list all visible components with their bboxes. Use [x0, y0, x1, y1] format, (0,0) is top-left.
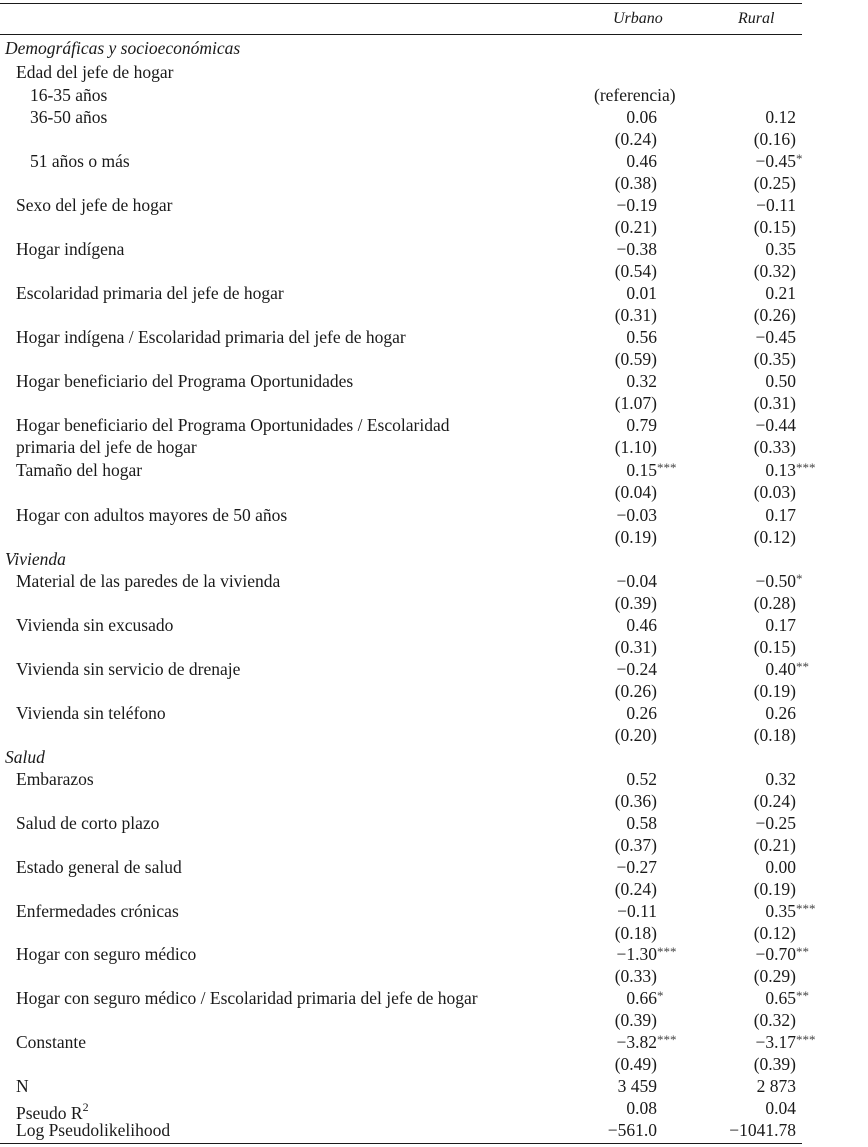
table-row	[0, 326, 802, 348]
table-row	[0, 370, 802, 392]
urbano-se: (0.39)	[614, 593, 657, 613]
urbano-coef: 0.66*	[626, 988, 664, 1008]
table-row-se	[0, 1053, 802, 1075]
top-rule	[0, 3, 802, 4]
table-row	[0, 570, 802, 592]
rural-se: (0.33)	[753, 437, 796, 457]
table-row-se	[0, 436, 802, 458]
table-row-se	[0, 392, 802, 414]
rural-se: (0.28)	[753, 593, 796, 613]
reference-note: (referencia)	[594, 85, 676, 105]
rural-se: (0.32)	[753, 1010, 796, 1030]
rural-coef: 0.13***	[765, 460, 816, 480]
rural-se: (0.15)	[753, 637, 796, 657]
rural-coef: 0.17	[765, 615, 796, 635]
table-row	[0, 504, 802, 526]
table-row	[0, 658, 809, 680]
table-row	[0, 768, 802, 790]
table-row-se	[0, 878, 802, 900]
table-row	[0, 459, 816, 481]
urbano-se: (0.21)	[614, 217, 657, 237]
table-row	[0, 414, 802, 436]
section-label: Demográficas y socioeconómicas	[5, 38, 241, 58]
rural-coef: 0.50	[765, 371, 796, 391]
urbano-coef: 0.15***	[626, 460, 677, 480]
table-row	[0, 194, 802, 216]
column-header-urbano: Urbano	[613, 10, 663, 27]
row-label: Hogar con adultos mayores de 50 años	[16, 505, 288, 525]
urbano-se: (0.24)	[614, 129, 657, 149]
urbano-coef: −0.27	[616, 857, 657, 877]
urbano-se: (0.04)	[614, 482, 657, 502]
table-row-se	[0, 526, 802, 548]
header-rule	[0, 34, 802, 35]
section-row	[0, 37, 802, 59]
table-row	[0, 943, 809, 965]
row-label: Hogar con seguro médico / Escolaridad primaria del jefe de hogar	[16, 988, 478, 1008]
urbano-coef: 0.32	[626, 371, 657, 391]
row-label: 36-50 años	[30, 107, 108, 127]
table-row	[0, 702, 802, 724]
table-row	[0, 987, 809, 1009]
rural-se: (0.19)	[753, 681, 796, 701]
rural-coef: −0.45	[755, 327, 796, 347]
urbano-coef: −3.82***	[616, 1032, 677, 1052]
table-row-se	[0, 790, 802, 812]
urbano-se: (0.31)	[614, 637, 657, 657]
section-row	[0, 746, 802, 768]
table-row	[0, 614, 802, 636]
table-header	[0, 8, 802, 30]
rural-coef: 0.35	[765, 239, 796, 259]
rural-se: (0.31)	[753, 393, 796, 413]
urbano-coef: 0.46	[626, 151, 657, 171]
column-header-rural: Rural	[738, 10, 775, 27]
table-row	[0, 238, 802, 260]
rural-se: (0.32)	[753, 261, 796, 281]
rural-coef: −0.70**	[755, 944, 809, 964]
rural-coef: 0.40**	[765, 659, 809, 679]
urbano-stat: 3 459	[617, 1076, 657, 1096]
row-label: Hogar beneficiario del Programa Oportunidades	[16, 371, 354, 391]
row-label: Vivienda sin servicio de drenaje	[16, 659, 241, 679]
urbano-coef: 0.52	[626, 769, 657, 789]
rural-se: (0.12)	[753, 923, 796, 943]
table-row	[0, 812, 802, 834]
rural-coef: 0.35***	[765, 901, 816, 921]
row-label: Vivienda sin excusado	[16, 615, 174, 635]
row-label: Hogar indígena	[16, 239, 125, 259]
table-row-se	[0, 965, 802, 987]
table-row-se	[0, 592, 802, 614]
table-row	[0, 106, 802, 128]
urbano-stat: −561.0	[607, 1120, 657, 1140]
section-row	[0, 548, 802, 570]
row-label-continued: primaria del jefe de hogar	[16, 437, 197, 457]
rural-coef: 0.00	[765, 857, 796, 877]
urbano-coef: −0.04	[616, 571, 657, 591]
row-label: Tamaño del hogar	[16, 460, 143, 480]
rural-se: (0.18)	[753, 725, 796, 745]
rural-coef: −0.11	[756, 195, 796, 215]
urbano-se: (0.49)	[614, 1054, 657, 1074]
rural-coef: 0.12	[765, 107, 796, 127]
row-label: Log Pseudolikelihood	[16, 1120, 171, 1140]
row-label: Material de las paredes de la vivienda	[16, 571, 281, 591]
rural-se: (0.25)	[753, 173, 796, 193]
urbano-coef: 0.01	[626, 283, 657, 303]
rural-stat: 0.04	[765, 1098, 796, 1118]
rural-se: (0.15)	[753, 217, 796, 237]
table-row-se	[0, 1009, 802, 1031]
row-label: Hogar indígena / Escolaridad primaria del jefe de hogar	[16, 327, 406, 347]
row-label: Hogar beneficiario del Programa Oportunidades / Escolaridad	[16, 415, 450, 435]
rural-coef: −0.44	[755, 415, 796, 435]
row-label: Vivienda sin teléfono	[16, 703, 166, 723]
row-label: Constante	[16, 1032, 86, 1052]
urbano-se: (0.38)	[614, 173, 657, 193]
table-row	[0, 1031, 816, 1053]
section-label: Salud	[5, 747, 45, 767]
urbano-coef: −1.30***	[616, 944, 677, 964]
table-row	[0, 61, 802, 83]
rural-se: (0.26)	[753, 305, 796, 325]
rural-coef: −0.45*	[755, 151, 803, 171]
urbano-se: (0.19)	[614, 527, 657, 547]
row-label: 16-35 años	[30, 85, 108, 105]
urbano-se: (0.33)	[614, 966, 657, 986]
rural-coef: 0.65**	[765, 988, 809, 1008]
urbano-coef: 0.46	[626, 615, 657, 635]
urbano-coef: 0.06	[626, 107, 657, 127]
urbano-se: (0.54)	[614, 261, 657, 281]
row-label: Estado general de salud	[16, 857, 182, 877]
urbano-se: (0.39)	[614, 1010, 657, 1030]
urbano-se: (0.36)	[614, 791, 657, 811]
urbano-coef: 0.56	[626, 327, 657, 347]
urbano-se: (0.20)	[614, 725, 657, 745]
table-row-se	[0, 481, 802, 503]
row-label: Edad del jefe de hogar	[16, 62, 174, 82]
urbano-coef: −0.19	[616, 195, 657, 215]
rural-stat: −1041.78	[729, 1120, 796, 1140]
table-row	[0, 84, 802, 106]
table-row-se	[0, 348, 802, 370]
urbano-coef: −0.24	[616, 659, 657, 679]
table-row-se	[0, 636, 802, 658]
bottom-rule	[0, 1143, 802, 1144]
table-row	[0, 1075, 802, 1097]
rural-coef: 0.32	[765, 769, 796, 789]
urbano-stat: 0.08	[626, 1098, 657, 1118]
table-row-se	[0, 834, 802, 856]
rural-coef: −0.25	[755, 813, 796, 833]
row-label: 51 años o más	[30, 151, 130, 171]
rural-se: (0.39)	[753, 1054, 796, 1074]
urbano-se: (0.37)	[614, 835, 657, 855]
urbano-coef: 0.58	[626, 813, 657, 833]
row-label: Salud de corto plazo	[16, 813, 160, 833]
row-label: Embarazos	[16, 769, 94, 789]
rural-se: (0.16)	[753, 129, 796, 149]
urbano-se: (0.26)	[614, 681, 657, 701]
rural-coef: 0.21	[765, 283, 796, 303]
table-row-se	[0, 724, 802, 746]
table-row-se	[0, 922, 802, 944]
urbano-coef: −0.03	[616, 505, 657, 525]
table-row	[0, 856, 802, 878]
table-row-se	[0, 128, 802, 150]
rural-coef: −0.50*	[755, 571, 803, 591]
row-label: Enfermedades crónicas	[16, 901, 179, 921]
table-row-se	[0, 216, 802, 238]
urbano-se: (0.24)	[614, 879, 657, 899]
row-label: Sexo del jefe de hogar	[16, 195, 173, 215]
table-row	[0, 150, 802, 172]
table-row	[0, 282, 802, 304]
table-row-se	[0, 260, 802, 282]
table-row	[0, 1097, 802, 1123]
rural-se: (0.24)	[753, 791, 796, 811]
urbano-se: (1.10)	[614, 437, 657, 457]
table-row	[0, 900, 816, 922]
urbano-coef: −0.11	[617, 901, 657, 921]
section-label: Vivienda	[5, 549, 66, 569]
rural-se: (0.35)	[753, 349, 796, 369]
rural-se: (0.19)	[753, 879, 796, 899]
table-row-se	[0, 172, 802, 194]
rural-coef: −3.17***	[755, 1032, 816, 1052]
row-label: N	[16, 1076, 29, 1096]
rural-se: (0.29)	[753, 966, 796, 986]
rural-se: (0.03)	[753, 482, 796, 502]
row-label: Pseudo $R^2$	[16, 1100, 89, 1123]
urbano-coef: 0.79	[626, 415, 657, 435]
rural-se: (0.21)	[753, 835, 796, 855]
rural-coef: 0.17	[765, 505, 796, 525]
table-row	[0, 1119, 802, 1141]
urbano-se: (0.59)	[614, 349, 657, 369]
row-label: Escolaridad primaria del jefe de hogar	[16, 283, 284, 303]
urbano-se: (0.18)	[614, 923, 657, 943]
urbano-se: (0.31)	[614, 305, 657, 325]
urbano-coef: 0.26	[626, 703, 657, 723]
urbano-se: (1.07)	[614, 393, 657, 413]
rural-coef: 0.26	[765, 703, 796, 723]
row-label: Hogar con seguro médico	[16, 944, 197, 964]
urbano-coef: −0.38	[616, 239, 657, 259]
table-row-se	[0, 680, 802, 702]
table-row-se	[0, 304, 802, 326]
rural-se: (0.12)	[753, 527, 796, 547]
rural-stat: 2 873	[756, 1076, 796, 1096]
